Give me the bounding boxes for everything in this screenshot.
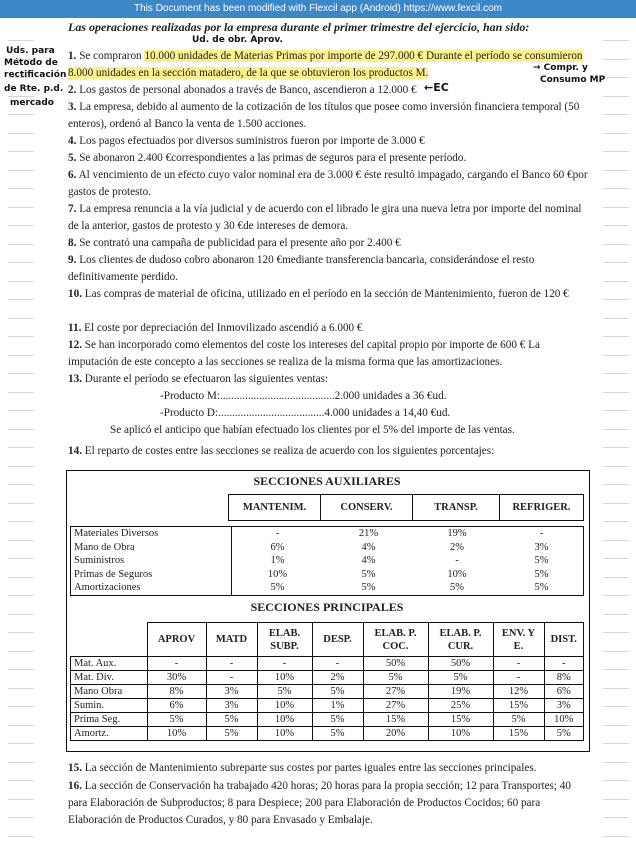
item-number: 14. [68, 445, 82, 457]
main-row [71, 727, 584, 741]
margin-rule [603, 281, 629, 282]
main-cell: 10% [257, 713, 312, 727]
margin-rule [8, 577, 34, 578]
annotation-right-1a: → Compr. y [533, 63, 588, 73]
aux-header: CONSERV. [321, 495, 413, 521]
margin-rule [8, 133, 34, 134]
margin-rule [8, 40, 34, 41]
main-cell: 6% [147, 699, 206, 713]
aux-cell: 5% [270, 582, 285, 593]
item-text: Se compraron [76, 50, 145, 62]
item-number: 3. [68, 101, 77, 113]
margin-rule [603, 780, 629, 781]
main-cell: 3% [206, 699, 257, 713]
main-cell: - [493, 657, 544, 671]
margin-rule [603, 188, 629, 189]
margin-rule [8, 466, 34, 467]
annotation-right-2: ←EC [424, 81, 449, 94]
main-cell: 5% [544, 727, 584, 741]
margin-rule [603, 96, 629, 97]
aux-cell: 5% [534, 582, 549, 593]
main-row-label: Mat. Aux. [71, 657, 148, 671]
main-cell: 15% [493, 727, 544, 741]
margin-rule [8, 336, 34, 337]
main-row-label: Sumin. [71, 699, 148, 713]
main-header: DIST. [544, 623, 584, 657]
item-text: El coste por depreciación del Inmovilizado ascendió a 6.000 € [81, 322, 363, 334]
annotation-left-1: Uds. para [6, 46, 55, 56]
main-cell: 30% [147, 671, 206, 685]
main-cell: 3% [544, 699, 584, 713]
item-3 [68, 99, 590, 133]
margin-rule [8, 614, 34, 615]
main-header: ELAB. SUBP. [257, 623, 312, 657]
item-number: 6. [68, 169, 77, 181]
item-text: La sección de Mantenimiento subreparte sus costes por partes iguales entre las secciones principales. [81, 762, 537, 774]
margin-rule [8, 96, 34, 97]
main-cell: 1% [312, 699, 363, 713]
main-header: ENV. Y E. [493, 623, 544, 657]
aux-cell: 5% [361, 582, 376, 593]
item-text: Se contrató una campaña de publicidad para el presente año por 2.400 € [76, 237, 401, 249]
main-cell: 5% [363, 671, 428, 685]
main-header: DESP. [312, 623, 363, 657]
margin-rule [603, 429, 629, 430]
main-cell: - [312, 657, 363, 671]
margin-rule [8, 762, 34, 763]
aux-cell: 1% [270, 555, 285, 566]
margin-rule [8, 669, 34, 670]
main-corner [71, 623, 148, 657]
margin-rule [603, 170, 629, 171]
margin-rule [8, 780, 34, 781]
margin-rule [8, 151, 34, 152]
aux-header: TRANSP. [413, 495, 500, 521]
main-row-label: Mano Obra [71, 685, 148, 699]
aux-cell: 6% [270, 541, 285, 553]
main-cell: - [206, 671, 257, 685]
main-cell: 5% [312, 727, 363, 741]
margin-rule [8, 114, 34, 115]
main-cell: 50% [363, 657, 428, 671]
margin-rule [8, 318, 34, 319]
margin-rule [603, 355, 629, 356]
main-header: ELAB. P. COC. [363, 623, 428, 657]
main-cell: - [493, 671, 544, 685]
item-1 [68, 48, 590, 82]
item-text: La empresa renuncia a la vía judicial y de acuerdo con el librado le gira una nueva letra por importe del nominal de la anterior, gastos de protesto y 30 €de intereses de demora. [68, 203, 582, 232]
margin-rule [603, 336, 629, 337]
margin-rule [603, 373, 629, 374]
margin-rule [8, 207, 34, 208]
annotation-top: Ud. de obr. Aprov. [192, 35, 283, 45]
item-text: Los gastos de personal abonados a través de Banco, ascendieron a 12.000 € [76, 84, 417, 96]
margin-rule [8, 225, 34, 226]
margin-rule [8, 706, 34, 707]
margin-rule [603, 318, 629, 319]
aux-header-table [228, 494, 584, 521]
main-cell: 5% [428, 671, 493, 685]
item-number: 5. [68, 152, 77, 164]
item-text: Durante el período se efectuaron las siguientes ventas: [81, 373, 329, 385]
aux-cell: 10% [447, 568, 467, 580]
item-8 [68, 235, 590, 252]
aux-cell: 4% [361, 555, 376, 566]
margin-rule [603, 558, 629, 559]
margin-rule [603, 466, 629, 467]
margin-rule [603, 688, 629, 689]
main-cell: 12% [493, 685, 544, 699]
aux-cell: 10% [267, 568, 288, 580]
item-number: 10. [68, 288, 82, 300]
margin-rule [8, 244, 34, 245]
main-row [71, 685, 584, 699]
margin-rule [8, 725, 34, 726]
margin-rule [603, 540, 629, 541]
margin-rule [8, 299, 34, 300]
aux-cell: - [455, 555, 459, 566]
main-cell: 27% [363, 685, 428, 699]
main-header: ELAB. P. CUR. [428, 623, 493, 657]
aux-row-label: Mano de Obra [71, 541, 232, 555]
item-text: La sección de Conservación ha trabajado 420 horas; 20 horas para la propia sección; 12 para Transportes; 40 para Elaboración de Subproductos; 8 para Despiece; 200 para Elaboración de Productos Cocidos; 60 para Elaboración de Productos Curados, y 80 para Envasado y Embalaje. [68, 780, 571, 826]
margin-rule [603, 207, 629, 208]
margin-rule [603, 521, 629, 522]
margin-rule [8, 447, 34, 448]
aux-cell: 3% [534, 541, 549, 553]
margin-rule [8, 595, 34, 596]
main-cell: 5% [493, 713, 544, 727]
main-cell: 5% [257, 685, 312, 699]
margin-rule [603, 725, 629, 726]
aux-cell: 5% [534, 555, 549, 566]
margin-rule [603, 447, 629, 448]
aux-header: MANTENIM. [229, 495, 321, 521]
main-cell: 10% [428, 727, 493, 741]
section-heading: Las operaciones realizadas por la empresa durante el primer trimestre del ejercicio, han sido: [68, 20, 530, 34]
margin-rule [603, 503, 629, 504]
item-text: Se han incorporado como elementos del coste los intereses del capital propio por importe de 600 € La imputación de este concepto a las secciones se realiza de la misma forma que las amortizaciones. [68, 339, 540, 368]
main-cell: 5% [206, 727, 257, 741]
main-cell: 10% [257, 699, 312, 713]
aux-cell: 5% [534, 568, 549, 580]
margin-rule [603, 151, 629, 152]
main-header: MATD [206, 623, 257, 657]
aux-cell: 5% [450, 582, 464, 593]
aux-cell: - [275, 528, 280, 539]
item-number: 2. [68, 84, 77, 96]
main-cell: - [544, 657, 584, 671]
item-7 [68, 201, 590, 235]
margin-rule [8, 484, 34, 485]
main-cell: 15% [363, 713, 428, 727]
margin-rule [603, 669, 629, 670]
main-cell: 50% [428, 657, 493, 671]
margin-rule [8, 632, 34, 633]
item-11 [68, 320, 590, 337]
main-cell: 19% [428, 685, 493, 699]
item-number: 7. [68, 203, 77, 215]
main-cell: 10% [147, 727, 206, 741]
main-table [70, 622, 584, 741]
margin-rule [603, 595, 629, 596]
highlight-text: unidades de Materias Primas por importe de 297.000 € Durante el período se consumieron 8.000 unidades en la sección matadero, de la que se obtuvieron los productos M. [68, 50, 583, 79]
margin-rule [603, 614, 629, 615]
main-cell: 27% [363, 699, 428, 713]
item-number: 4. [68, 135, 77, 147]
main-cell: 15% [493, 699, 544, 713]
aux-row-label: Materiales Diversos [71, 527, 232, 541]
aux-row [71, 541, 584, 555]
item-6 [68, 167, 590, 201]
aux-data-table [70, 526, 584, 596]
main-row [71, 657, 584, 671]
item-text: Las compras de material de oficina, utilizado en el período en la sección de Mantenimiento, fueron de 120 € [81, 288, 569, 300]
margin-rule [8, 188, 34, 189]
main-cell: 5% [312, 685, 363, 699]
margin-rule [603, 706, 629, 707]
item-15 [68, 760, 590, 777]
main-cell: 2% [312, 671, 363, 685]
item-number: 1. [68, 50, 77, 62]
main-row-label: Prima Seg. [71, 713, 148, 727]
item-2 [68, 82, 590, 99]
sale-product-d: -Producto D:......................................4.000 unidades a 14,40 €ud. [160, 407, 451, 419]
item-text: Los clientes de dudoso cobro abonaron 120 €mediante transferencia bancaria, considerándose el resto definitivamente perdido. [68, 254, 535, 283]
margin-rule [603, 133, 629, 134]
annotation-left-2: Método de [4, 58, 58, 68]
highlight-text: 10.000 [144, 50, 176, 62]
item-number: 11. [68, 322, 82, 334]
margin-rule [8, 799, 34, 800]
margin-rule [603, 225, 629, 226]
main-cell: 6% [544, 685, 584, 699]
margin-rule [8, 355, 34, 356]
main-cell: 25% [428, 699, 493, 713]
item-number: 13. [68, 373, 82, 385]
margin-rule [8, 503, 34, 504]
margin-rule [603, 836, 629, 837]
main-table-title: SECCIONES PRINCIPALES [250, 600, 404, 614]
item-number: 15. [68, 762, 82, 774]
margin-rule [603, 410, 629, 411]
annotation-left-4: de Rte. p.d. [4, 84, 64, 94]
aux-row [71, 527, 584, 541]
sale-note: Se aplicó el anticipo que habían efectuado los clientes por el 5% del importe de las ventas. [110, 424, 515, 436]
margin-rule [603, 392, 629, 393]
main-row-label: Amortz. [71, 727, 148, 741]
aux-row-label: Primas de Seguros [71, 568, 232, 582]
aux-row [71, 568, 584, 582]
margin-rule [8, 373, 34, 374]
margin-rule [603, 651, 629, 652]
aux-cell: 19% [447, 528, 467, 539]
margin-rule [603, 299, 629, 300]
sale-product-m: -Producto M:.........................................2.000 unidades a 36 €ud. [160, 390, 447, 402]
margin-rule [8, 392, 34, 393]
main-cell: 10% [257, 727, 312, 741]
item-text: Se abonaron 2.400 €correspondientes a las primas de seguros para el presente período. [76, 152, 467, 164]
annotation-left-5: mercado [10, 98, 54, 108]
aux-row [71, 581, 584, 595]
margin-rule [603, 817, 629, 818]
main-cell: 3% [206, 685, 257, 699]
margin-rule [603, 77, 629, 78]
main-cell: 15% [428, 713, 493, 727]
item-9 [68, 252, 590, 286]
margin-rule [8, 540, 34, 541]
item-13 [68, 371, 590, 388]
main-cell: 20% [363, 727, 428, 741]
margin-rule [603, 799, 629, 800]
margin-rule [603, 40, 629, 41]
main-row [71, 713, 584, 727]
margin-rule [603, 577, 629, 578]
item-number: 9. [68, 254, 77, 266]
margin-rule [8, 558, 34, 559]
aux-cell: 2% [450, 541, 464, 553]
item-text: Los pagos efectuados por diversos suministros fueron por importe de 3.000 € [76, 135, 425, 147]
item-16 [68, 778, 590, 829]
margin-rule [8, 281, 34, 282]
aux-cell: - [539, 528, 544, 539]
margin-rule [8, 521, 34, 522]
margin-rule [8, 743, 34, 744]
item-14 [68, 443, 590, 460]
margin-rule [603, 114, 629, 115]
annotation-left-3: rectificación [4, 70, 67, 80]
margin-rule [603, 484, 629, 485]
margin-rule [8, 429, 34, 430]
margin-rule [8, 651, 34, 652]
main-cell: 8% [147, 685, 206, 699]
main-cell: 5% [147, 713, 206, 727]
aux-table-title: SECCIONES AUXILIARES [253, 474, 401, 488]
main-cell: 5% [312, 713, 363, 727]
main-row [71, 699, 584, 713]
item-text: El reparto de costes entre las secciones se realiza de acuerdo con los siguientes porcentajes: [81, 445, 495, 457]
item-4 [68, 133, 590, 150]
main-header: APROV [147, 623, 206, 657]
item-number: 8. [68, 237, 77, 249]
margin-rule [8, 262, 34, 263]
main-cell: 10% [257, 671, 312, 685]
margin-rule [8, 170, 34, 171]
item-12 [68, 337, 590, 371]
main-row-label: Mat. Div. [71, 671, 148, 685]
main-cell: 10% [544, 713, 584, 727]
item-text: Al vencimiento de un efecto cuyo valor nominal era de 3.000 € éste resultó impagado, cargando el Banco 60 €por gastos de protesto. [68, 169, 588, 198]
margin-rule [603, 762, 629, 763]
margin-rule [8, 410, 34, 411]
margin-rule [8, 836, 34, 837]
main-cell: - [206, 657, 257, 671]
margin-rule [8, 688, 34, 689]
aux-cell: 4% [361, 541, 376, 553]
item-number: 12. [68, 339, 82, 351]
item-text: La empresa, debido al aumento de la cotización de los títulos que posee como inversión financiera temporal (50 enteros), ordenó al Banco la venta de 1.500 acciones. [68, 101, 580, 130]
aux-row-label: Suministros [71, 554, 232, 568]
main-cell: 5% [206, 713, 257, 727]
margin-rule [603, 244, 629, 245]
margin-rule [603, 262, 629, 263]
aux-cell: 21% [358, 528, 379, 539]
margin-rule [603, 59, 629, 60]
aux-row [71, 554, 584, 568]
main-cell: - [257, 657, 312, 671]
margin-rule [8, 817, 34, 818]
main-row [71, 671, 584, 685]
margin-rule [603, 632, 629, 633]
margin-rule [603, 743, 629, 744]
aux-row-label: Amortizaciones [71, 581, 232, 595]
item-10 [68, 286, 590, 303]
item-number: 16. [68, 780, 82, 792]
aux-header: REFRIGER. [500, 495, 584, 521]
aux-cell: 5% [361, 568, 376, 580]
main-cell: 8% [544, 671, 584, 685]
app-banner: This Document has been modified with Flexcil app (Android) https://www.fexcil.com [0, 0, 636, 18]
main-cell: - [147, 657, 206, 671]
item-5 [68, 150, 590, 167]
annotation-right-1b: Consumo MP [540, 75, 606, 85]
